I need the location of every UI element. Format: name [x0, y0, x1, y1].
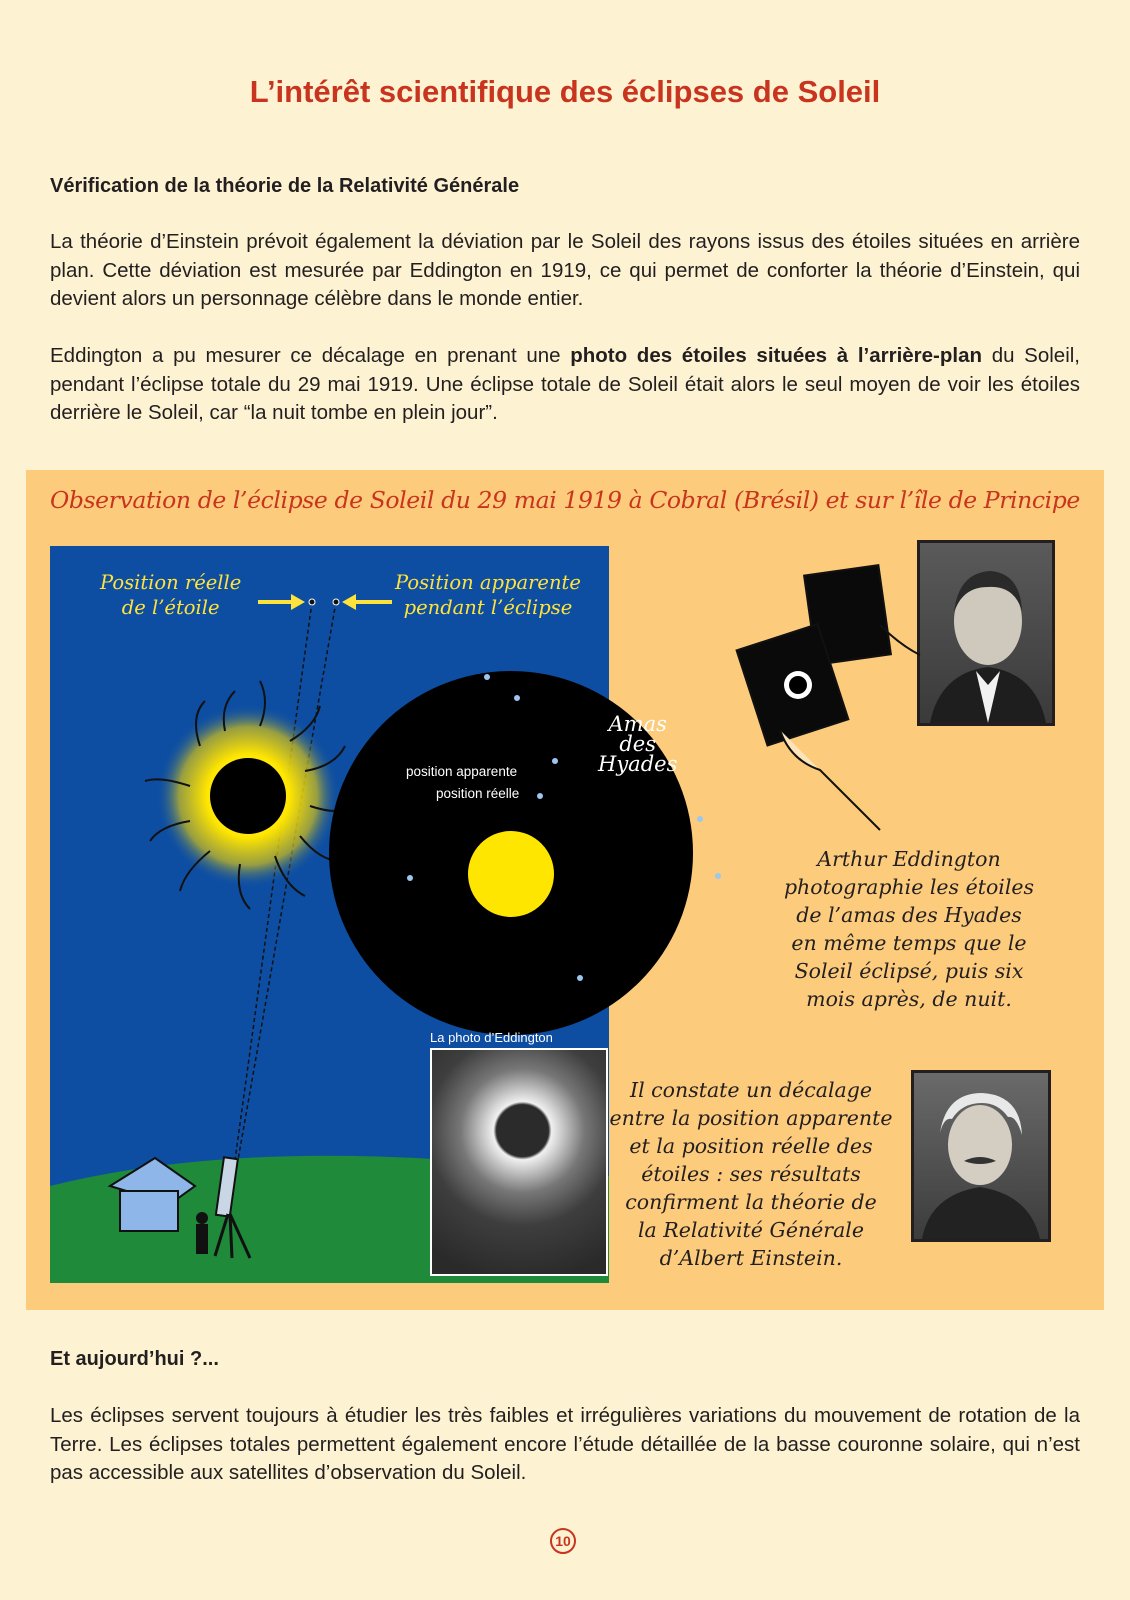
amas-line3: Hyades [598, 752, 678, 776]
amas-line1: Amas [608, 712, 667, 736]
arrow-apparent-head [342, 594, 356, 610]
eclipse-diagram [50, 546, 678, 1283]
label-real-line2: de l’étoile [121, 596, 220, 619]
einstein-portrait [911, 1070, 1051, 1242]
eclipsed-sun [210, 758, 286, 834]
caption-eddington [766, 845, 1052, 1013]
paragraph-bold-text: photo des étoiles situées à l’arrière-plan [570, 344, 983, 367]
observer-body [196, 1224, 208, 1254]
caption-eddington-line: photographie les étoiles [783, 875, 1035, 899]
label-real-line1: Position réelle [100, 571, 242, 594]
label-apparent-line2: pendant l’éclipse [403, 596, 573, 619]
sun-disk [468, 831, 554, 917]
caption-einstein-line: la Relativité Générale [637, 1218, 864, 1242]
caption-eddington-line: Soleil éclipsé, puis six [794, 959, 1024, 983]
caption-eddington-line: en même temps que le [791, 931, 1027, 955]
label-apparent-line1: Position apparente [395, 571, 581, 594]
caption-einstein-line: Il constate un décalage [630, 1078, 872, 1102]
paragraph-text-start: Eddington a pu mesurer ce décalage en prenant une [50, 344, 571, 367]
caption-einstein-line: entre la position apparente [609, 1106, 893, 1130]
label-position-reelle: position réelle [436, 786, 520, 801]
eclipse-observation-panel [26, 470, 1104, 1310]
caption-eddington-line: de l’amas des Hyades [796, 903, 1022, 927]
panel-title: Observation de l’éclipse de Soleil du 29 mai 1919 à Cobral (Brésil) et sur l’île de Principe [50, 486, 1080, 514]
page-title: L’intérêt scientifique des éclipses de Soleil [249, 74, 881, 109]
apparent-star-dot [333, 599, 339, 605]
caption-einstein-line: étoiles : ses résultats [641, 1162, 861, 1186]
paragraph-eddington-photo [50, 342, 1080, 428]
hut-wall [120, 1191, 178, 1231]
amas-line2: des [619, 732, 656, 756]
caption-einstein [594, 1076, 908, 1272]
page-number: 10 [550, 1528, 576, 1554]
label-real-position [100, 570, 241, 620]
label-position-apparente: position apparente [406, 764, 518, 779]
observer-head [196, 1212, 208, 1224]
section-heading-relativity: Vérification de la théorie de la Relativité Générale [50, 175, 520, 197]
caption-eddington-line: Arthur Eddington [817, 847, 1001, 871]
einstein-portrait-drawing [914, 1073, 1048, 1239]
caption-einstein-line: confirment la théorie de [625, 1190, 877, 1214]
section-heading-today: Et aujourd’hui ?... [50, 1348, 219, 1370]
tripod-leg-middle [230, 1214, 232, 1258]
paragraph-einstein-theory: La théorie d’Einstein prévoit également la déviation par le Soleil des rayons issus des étoiles situées en arrière plan. Cette déviation est mesurée par Eddington en 1919, ce qui permet de conforter la théorie d’Einstein, qui devient alors un personnage célèbre dans le monde entier. [50, 230, 1080, 310]
photo-label: La photo d’Eddington [430, 1030, 553, 1045]
eddington-photo [430, 1048, 608, 1276]
arrow-real-head [291, 594, 305, 610]
caption-eddington-line: mois après, de nuit. [806, 987, 1012, 1011]
caption-einstein-line: d’Albert Einstein. [659, 1246, 843, 1270]
amas-hyades-label [598, 714, 677, 774]
real-star-dot [309, 599, 315, 605]
caption-einstein-line: et la position réelle des [629, 1134, 873, 1158]
label-apparent-position [395, 570, 581, 620]
photo-plates-illustration [740, 565, 940, 845]
paragraph-today: Les éclipses servent toujours à étudier les très faibles et irrégulières variations du mouvement de rotation de la Terre. Les éclipses totales permettent également encore l’étude détaillée de la basse couronne solaire, qui n’est pas accessible aux satellites d’observation du Soleil. [50, 1404, 1080, 1484]
paragraph-text-end: du Soleil, pendant l’éclipse totale du 29 mai 1919. Une éclipse totale de Soleil était alors le seul moyen de voir les étoiles derrière le Soleil, car “la nuit tombe en plein jour”. [50, 344, 1081, 424]
